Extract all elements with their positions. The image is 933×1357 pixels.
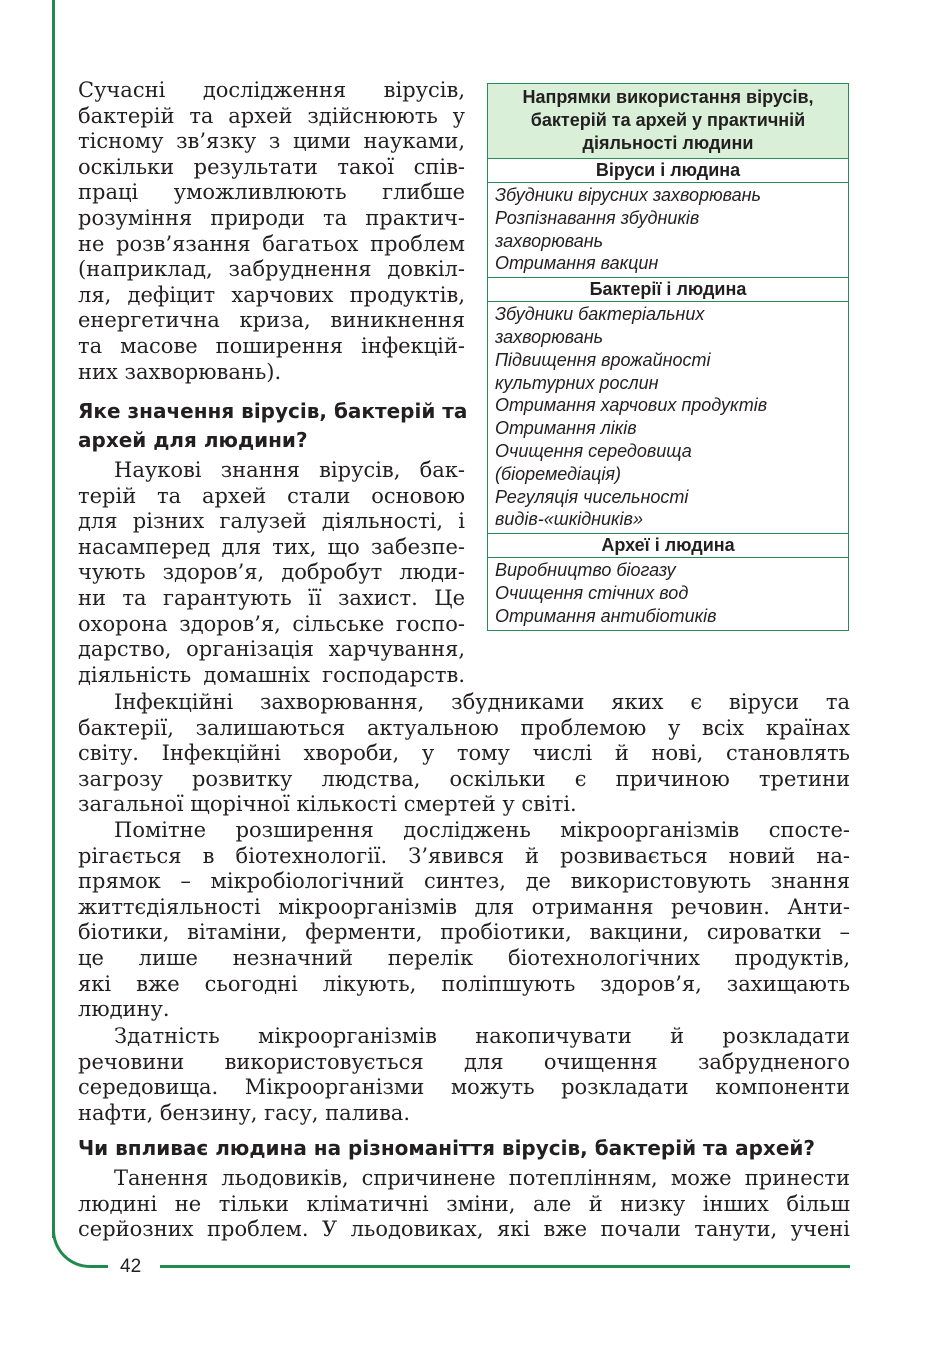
table-item: захворювань [495, 326, 604, 347]
uses-table [487, 83, 849, 631]
section-archaea-header: Археї і людина [488, 534, 848, 558]
text-line: біотики, вітаміни, ферменти, пробіотики, вакцини, сироватки – [78, 920, 850, 945]
text-line: бактерії, залишаються актуальною проблемою у всіх країнах [78, 715, 850, 740]
table-item: Підвищення врожайності [495, 349, 711, 370]
text-line: для різних галузей діяльності, і [78, 509, 465, 534]
text-line: Здатність мікроорганізмів накопичувати й розкладати [114, 1024, 850, 1048]
section-viruses-items [488, 183, 848, 278]
heading-importance-line-2: архей для людини? [78, 428, 308, 452]
text-line: Сучасні дослідження вірусів, [78, 78, 465, 102]
text-line: серйозних проблем. У льодовиках, які вже почали танути, учені [78, 1217, 850, 1242]
text-line: нафти, бензину, гасу, палива. [78, 1100, 411, 1125]
table-item: Виробництво біогазу [495, 560, 676, 581]
paragraph-glaciers [78, 1166, 850, 1243]
paragraph-cleanup [78, 1024, 850, 1126]
section-bacteria-header: Бактерії і людина [488, 278, 848, 302]
table-item: культурних рослин [495, 372, 659, 393]
text-line: енергетична криза, виникнення [78, 308, 465, 333]
table-item: (біоремедіація) [495, 463, 621, 484]
text-line: рігається в біотехнології. З’явився й розвивається новий на- [78, 843, 850, 868]
text-line: ни та гарантують її захист. Це [78, 585, 465, 610]
text-line: які вже сьогодні лікують, поліпшують здоров’я, захищають [78, 971, 850, 996]
text-line: загрозу розвитку людства, оскільки є причиною третини [78, 766, 850, 791]
text-line: загальної щорічної кількості смертей у світі. [78, 792, 577, 817]
section-viruses-header: Віруси і людина [488, 159, 848, 183]
table-item: Очищення стічних вод [495, 582, 689, 603]
table-item: Отримання антибіотиків [495, 605, 717, 626]
table-item: Збудники бактеріальних [495, 304, 705, 325]
table-item: Збудники вірусних захворювань [495, 185, 761, 205]
text-line: ля, дефіцит харчових продуктів, [78, 282, 465, 307]
text-line: розуміння природи та практич- [78, 205, 465, 230]
margin-line [52, 0, 55, 1238]
text-line: не розв’язання багатьох проблем [78, 231, 465, 256]
text-line: дарство, організація харчування, [78, 637, 465, 662]
section-bacteria-items [488, 302, 848, 534]
heading-human-influence: Чи впливає людина на різноманіття вірусів, бактерій та архей? [78, 1136, 815, 1160]
text-line: бактерій та архей здійснюють у [78, 103, 465, 128]
heading-importance [78, 397, 467, 455]
table-item: Отримання вакцин [495, 253, 659, 274]
text-line: чують здоров’я, добробут люди- [78, 560, 465, 585]
section-archaea-items [488, 558, 848, 629]
table-item: Регуляція чисельності [495, 486, 689, 507]
paragraph-infections [78, 690, 850, 818]
table-item: видів-«шкідників» [495, 509, 643, 530]
table-title-line: Напрямки використання вірусів, [522, 87, 814, 107]
table-title-line: бактерій та архей у практичній [530, 110, 806, 130]
text-line: Помітне розширення досліджень мікроорганізмів спосте- [114, 818, 850, 842]
table-item: захворювань [495, 230, 604, 251]
page-number: 42 [120, 1256, 142, 1277]
table-title [488, 84, 848, 159]
footer-line [160, 1265, 850, 1268]
text-line: середовища. Мікроорганізми можуть розкладати компоненти [78, 1075, 850, 1100]
text-line: прямок – мікробіологічний синтез, де використовують знання [78, 869, 850, 894]
text-line: людині не тільки кліматичні зміни, але й низку інших більш [78, 1191, 850, 1216]
text-line: охорона здоров’я, сільське госпо- [78, 611, 465, 636]
text-line: Інфекційні захворювання, збудниками яких є віруси та [114, 690, 850, 714]
table-item: Розпізнавання збудників [495, 207, 700, 228]
text-line: це лише незначний перелік біотехнологічних продуктів, [78, 945, 850, 970]
table-item: Очищення середовища [495, 440, 692, 461]
text-line: Наукові знання вірусів, бак- [114, 458, 465, 482]
heading-importance-line-1: Яке значення вірусів, бактерій та [78, 399, 468, 423]
text-line: світу. Інфекційні хвороби, у тому числі й нові, становлять [78, 741, 850, 766]
table-item: Отримання харчових продуктів [495, 395, 768, 416]
text-line: насамперед для тих, що забезпе- [78, 534, 465, 559]
table-title-line: діяльності людини [582, 133, 754, 153]
text-line: тісному зв’язку з цими науками, [78, 129, 465, 154]
intro-paragraph [78, 78, 465, 385]
paragraph-biotech [78, 818, 850, 1023]
text-line: життєдіяльності мікроорганізмів для отримання речовин. Анти- [78, 894, 850, 919]
text-line: речовини використовується для очищення забрудненого [78, 1049, 850, 1074]
text-line: та масове поширення інфекцій- [78, 333, 465, 358]
text-line: терій та архей стали основою [78, 483, 465, 508]
text-line: Танення льодовиків, спричинене потеплінням, може принести [114, 1166, 850, 1190]
text-line: діяльність домашніх господарств. [78, 662, 465, 687]
text-line: людину. [78, 997, 170, 1022]
paragraph-knowledge [78, 458, 465, 688]
text-line: оскільки результати такої спів- [78, 154, 465, 179]
text-line: (наприклад, забруднення довкіл- [78, 257, 465, 282]
text-line: них захворювань). [78, 359, 282, 384]
text-line: праці уможливлюють глибше [78, 180, 465, 205]
table-item: Отримання ліків [495, 418, 637, 439]
